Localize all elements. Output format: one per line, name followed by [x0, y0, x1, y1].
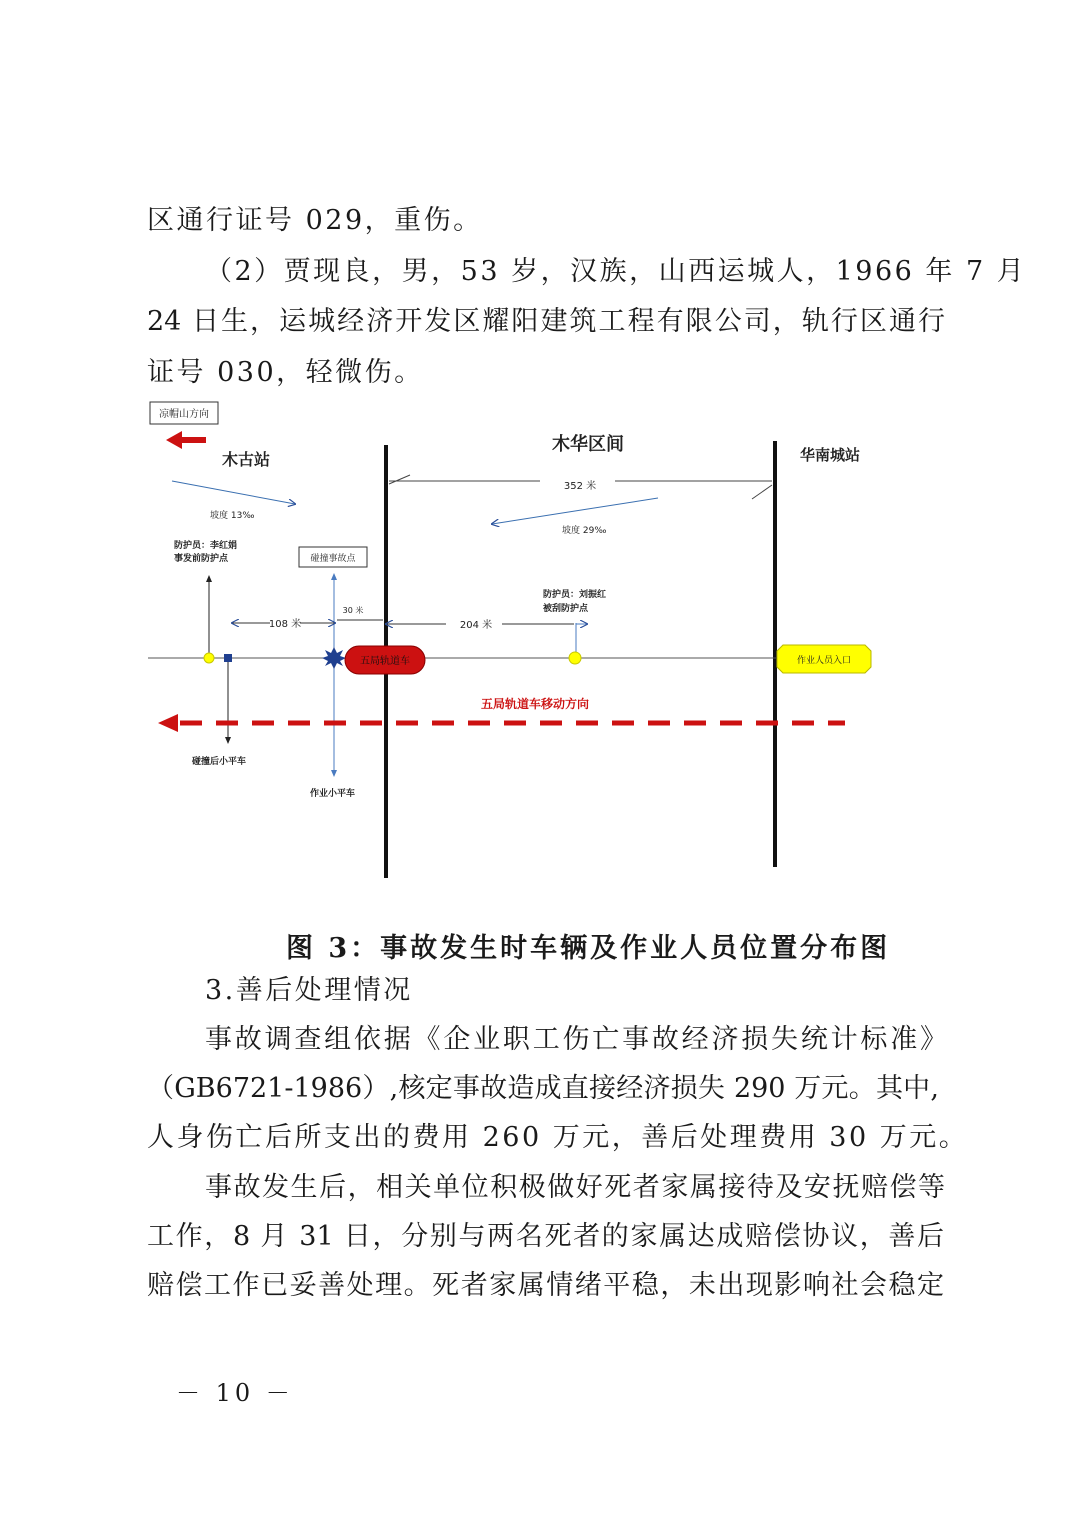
slope-arrow-right [492, 498, 658, 524]
direction-arrow-icon [166, 431, 206, 449]
distance-section-label: 352 米 [563, 481, 597, 492]
accident-position-diagram [140, 395, 900, 890]
paragraph-line: 事故发生后，相关单位积极做好死者家属接待及安抚赔偿等 [205, 1172, 945, 1203]
guard2-position [569, 652, 581, 664]
direction-box-label: 凉帽山方向 [159, 409, 209, 420]
paragraph-line: （GB6721-1986）,核定事故造成直接经济损失 290 万元。其中, [147, 1073, 939, 1104]
paragraph-line: 证号 030，轻微伤。 [147, 357, 424, 388]
rail-car-label: 五局轨道车 [360, 656, 410, 667]
section-heading: 3.善后处理情况 [205, 975, 413, 1006]
page-number: － 10 － [176, 1379, 294, 1407]
collision-box-label: 碰撞事故点 [310, 554, 356, 564]
collision-burst-icon [322, 647, 346, 669]
slope-left-label: 坡度 13‰ [210, 511, 255, 521]
move-direction-arrowhead-icon [158, 714, 178, 732]
station-right-label: 华南城站 [800, 446, 861, 464]
guard1-label: 防护员：李红娟 [174, 541, 238, 551]
guard1-position [204, 653, 214, 663]
move-direction-label: 五局轨道车移动方向 [480, 697, 590, 711]
worker-entrance-label: 作业人员入口 [796, 656, 852, 666]
station-left-label: 木古站 [222, 450, 271, 469]
cart-after-label: 碰撞后小平车 [192, 757, 247, 767]
paragraph-line: 赔偿工作已妥善处理。死者家属情绪平稳，未出现影响社会稳定 [147, 1270, 944, 1301]
slope-arrow-left [172, 481, 295, 504]
paragraph-line: 24 日生，运城经济开发区耀阳建筑工程有限公司，轨行区通行 [147, 306, 945, 337]
paragraph-line: 人身伤亡后所支出的费用 260 万元，善后处理费用 30 万元。 [147, 1122, 969, 1153]
paragraph-line: （2）贾现良，男，53 岁，汉族，山西运城人，1966 年 7 月 [205, 256, 1027, 287]
slope-right-label: 坡度 29‰ [562, 526, 607, 536]
distance-30-label: 30 米 [342, 606, 364, 615]
paragraph-line: 事故调查组依据《企业职工伤亡事故经济损失统计标准》 [205, 1024, 947, 1055]
cart-after-position [224, 654, 232, 662]
work-cart-label: 作业小平车 [310, 789, 356, 799]
section-label: 木华区间 [552, 434, 624, 455]
figure-caption: 图 3：事故发生时车辆及作业人员位置分布图 [286, 933, 891, 964]
guard1-label: 事发前防护点 [174, 554, 229, 564]
guard2-label: 防护员：刘振红 [543, 590, 607, 600]
distance-108-label: 108 米 [268, 619, 302, 630]
paragraph-line: 区通行证号 029，重伤。 [147, 205, 483, 236]
guard2-label: 被刮防护点 [543, 604, 589, 614]
paragraph-line: 工作，8 月 31 日，分别与两名死者的家属达成赔偿协议，善后 [147, 1221, 944, 1252]
distance-204-label: 204 米 [459, 620, 493, 631]
